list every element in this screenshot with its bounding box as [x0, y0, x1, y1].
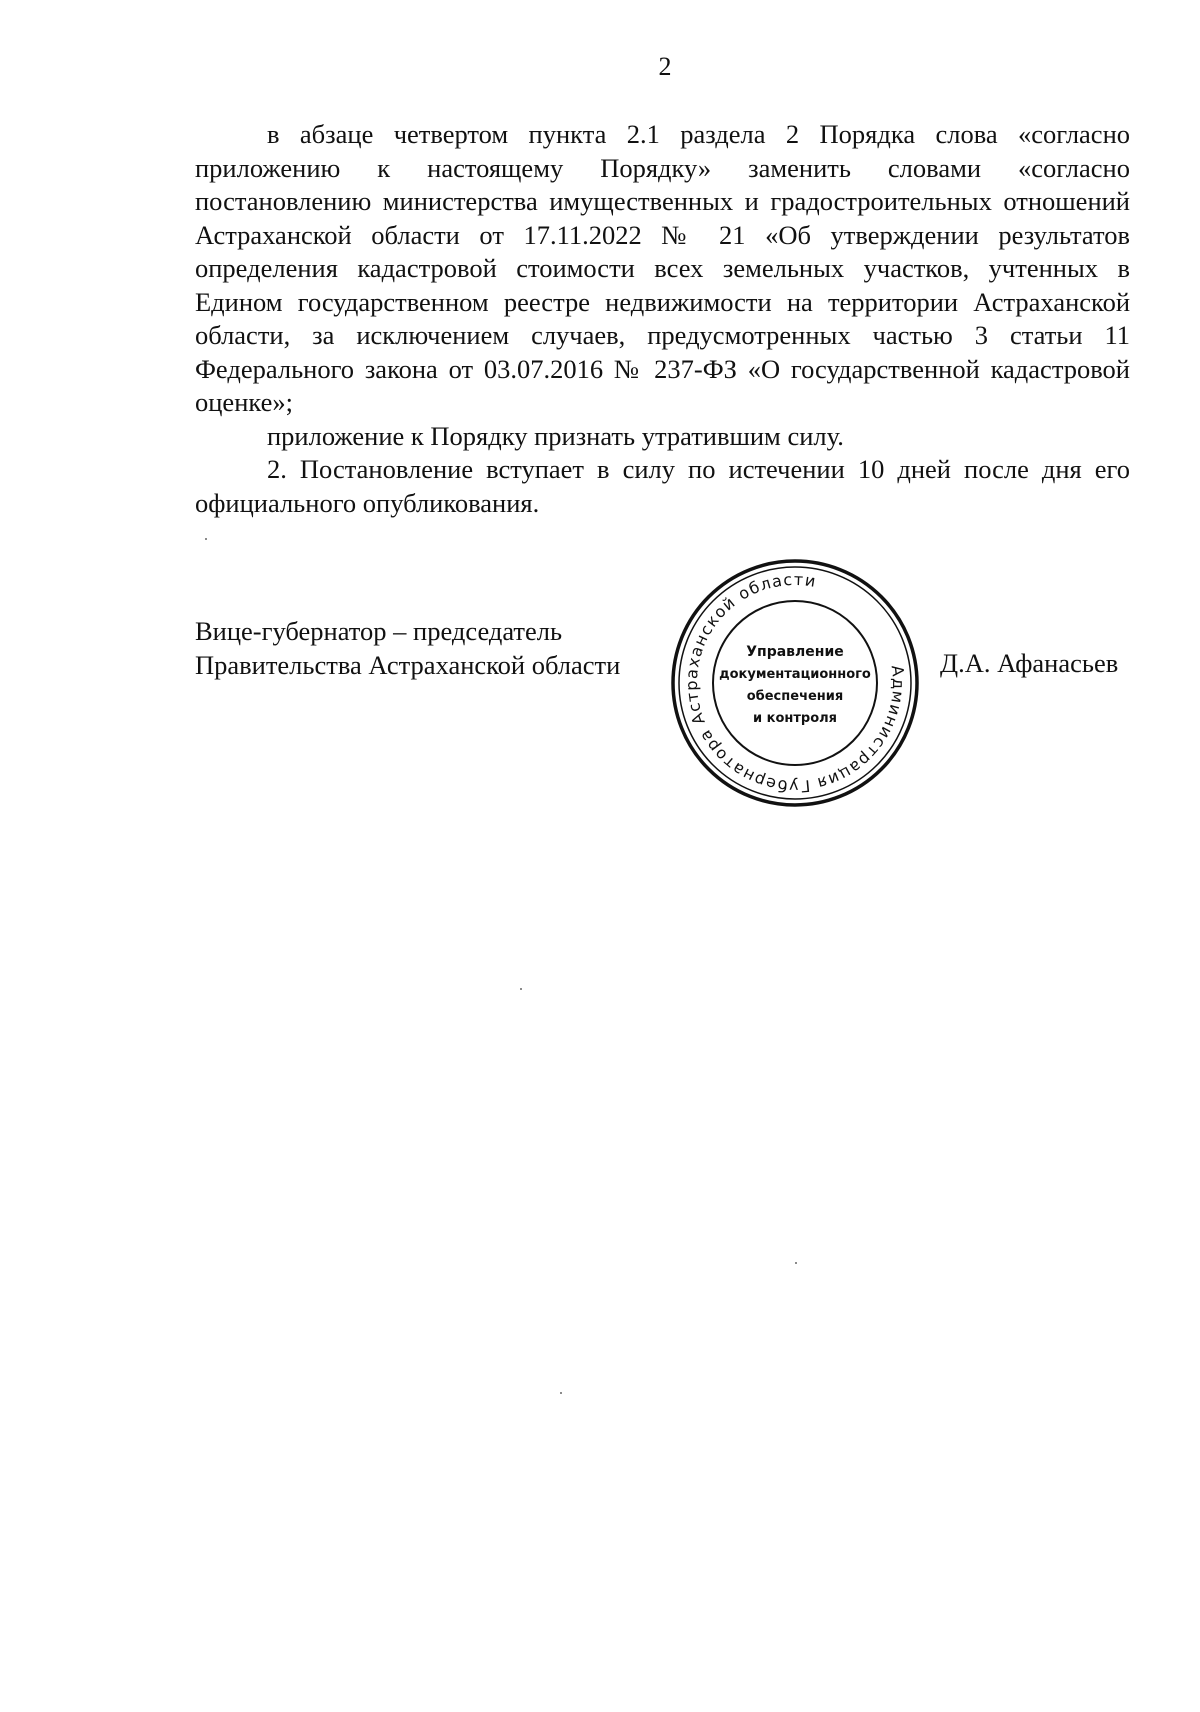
scan-speck — [560, 1392, 562, 1394]
signatory-position-line1: Вице-губернатор – председатель — [195, 616, 563, 646]
stamp-inner-line1: Управление — [746, 644, 844, 660]
scan-speck — [205, 538, 207, 540]
signatory-position-line2: Правительства Астраханской области — [195, 650, 621, 680]
official-stamp — [670, 558, 920, 808]
stamp-inner-line2: документационного — [719, 667, 871, 682]
paragraph-effective-date: 2. Постановление вступает в силу по истечении 10 дней после дня его официального опубликования. — [195, 454, 1130, 518]
svg-text:Администрация Губернатора Астр — [682, 570, 908, 796]
scan-speck — [795, 1262, 797, 1264]
stamp-inner-line4: и контроля — [752, 711, 838, 726]
document-body — [195, 118, 1130, 520]
paragraph-amendment: в абзаце четвертом пункта 2.1 раздела 2 Порядка слова «согласно приложению к настоящему Порядку» заменить словами «согласно постановлению министерства имущественных и градостроительных отношений Астраханской области от 17.11.2022 № 21 «Об утверждении результатов определения кадастровой стоимости всех земельных участков, учтенных в Едином государственном реестре недвижимости на территории Астраханской области, за исключением случаев, предусмотренных частью 3 статьи 11 Федерального закона от 03.07.2016 № 237-ФЗ «О государственной кадастровой оценке»; — [195, 119, 1130, 417]
stamp-inner-line3: обеспечения — [746, 689, 844, 704]
signatory-name: Д.А. Афанасьев — [940, 648, 1119, 678]
paragraph-appendix: приложение к Порядку признать утратившим силу. — [267, 420, 844, 451]
stamp-outer-text: Администрация Губернатора Астраханской области — [681, 569, 909, 797]
scan-speck — [520, 988, 522, 990]
page-number: 2 — [658, 52, 672, 81]
signatory-position — [195, 614, 620, 682]
